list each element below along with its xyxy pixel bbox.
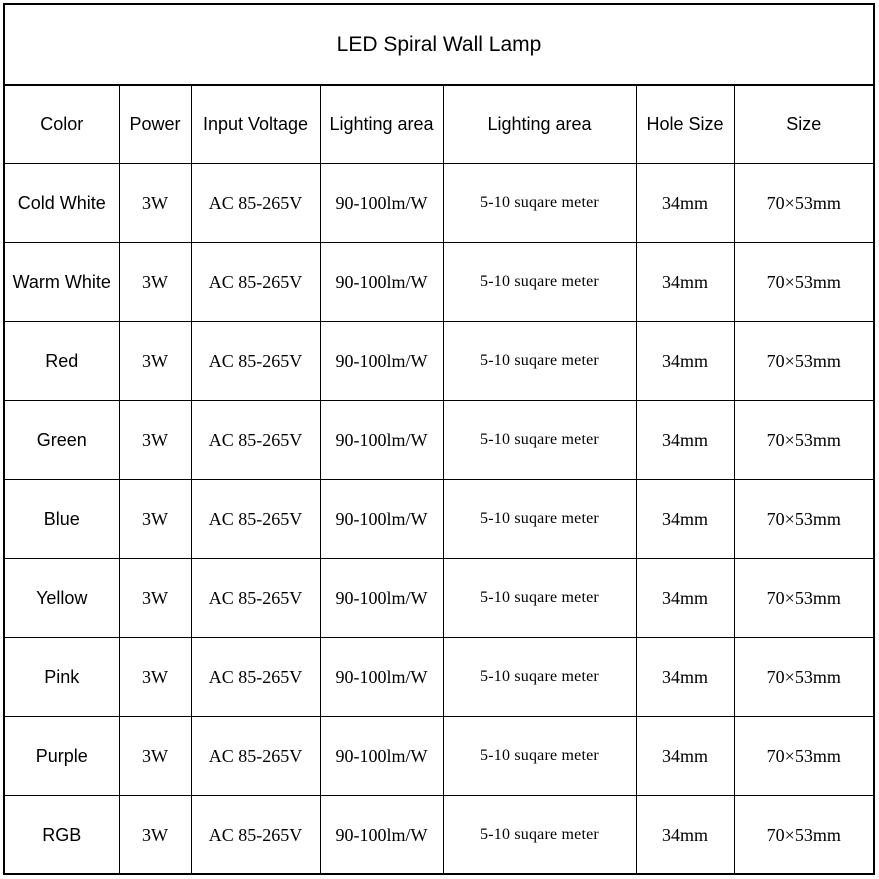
cell-color: Green: [5, 401, 119, 480]
cell-lighting-efficacy: 90-100lm/W: [320, 480, 443, 559]
cell-lighting-efficacy: 90-100lm/W: [320, 717, 443, 796]
cell-input-voltage: AC 85-265V: [191, 480, 320, 559]
cell-lighting-area: 5-10 suqare meter: [443, 796, 636, 875]
cell-power: 3W: [119, 243, 191, 322]
cell-lighting-area: 5-10 suqare meter: [443, 480, 636, 559]
spec-table-frame: [3, 3, 875, 875]
table-row: [5, 638, 873, 717]
cell-hole-size: 34mm: [636, 164, 734, 243]
table-row: [5, 559, 873, 638]
cell-input-voltage: AC 85-265V: [191, 717, 320, 796]
cell-color: Purple: [5, 717, 119, 796]
cell-input-voltage: AC 85-265V: [191, 401, 320, 480]
table-title: LED Spiral Wall Lamp: [5, 5, 873, 86]
cell-size: 70×53mm: [734, 243, 873, 322]
cell-lighting-efficacy: 90-100lm/W: [320, 559, 443, 638]
cell-power: 3W: [119, 164, 191, 243]
header-power: Power: [119, 86, 191, 164]
cell-input-voltage: AC 85-265V: [191, 243, 320, 322]
cell-lighting-efficacy: 90-100lm/W: [320, 164, 443, 243]
table-row: [5, 717, 873, 796]
cell-size: 70×53mm: [734, 164, 873, 243]
cell-input-voltage: AC 85-265V: [191, 164, 320, 243]
cell-size: 70×53mm: [734, 559, 873, 638]
cell-power: 3W: [119, 796, 191, 875]
cell-lighting-efficacy: 90-100lm/W: [320, 322, 443, 401]
header-input-voltage: Input Voltage: [191, 86, 320, 164]
cell-hole-size: 34mm: [636, 401, 734, 480]
cell-size: 70×53mm: [766, 824, 841, 845]
cell-color: RGB: [5, 796, 119, 875]
cell-lighting-area: 5-10 suqare meter: [443, 717, 636, 796]
cell-hole-size: 34mm: [636, 243, 734, 322]
cell-hole-size: 34mm: [636, 717, 734, 796]
cell-input-voltage: AC 85-265V: [191, 322, 320, 401]
cell-lighting-area: 5-10 suqare meter: [443, 243, 636, 322]
cell-lighting-efficacy: 90-100lm/W: [320, 796, 443, 875]
cell-lighting-area: 5-10 suqare meter: [443, 559, 636, 638]
cell-hole-size: 34mm: [636, 796, 734, 875]
cell-power: 3W: [119, 322, 191, 401]
cell-hole-size: 34mm: [636, 638, 734, 717]
cell-power: 3W: [119, 480, 191, 559]
header-size: Size: [734, 86, 873, 164]
table-row: [5, 401, 873, 480]
cell-power: 3W: [119, 638, 191, 717]
cell-size: 70×53mm: [734, 401, 873, 480]
table-row: [5, 164, 873, 243]
cell-lighting-efficacy: 90-100lm/W: [320, 401, 443, 480]
cell-lighting-area: 5-10 suqare meter: [443, 638, 636, 717]
cell-size: 70×53mm: [734, 322, 873, 401]
cell-power: 3W: [119, 559, 191, 638]
cell-hole-size: 34mm: [636, 559, 734, 638]
header-hole-size: Hole Size: [636, 86, 734, 164]
spec-table: [5, 86, 873, 874]
cell-color: Pink: [5, 638, 119, 717]
cell-color: Warm White: [5, 243, 119, 322]
cell-size: 70×53mm: [734, 638, 873, 717]
cell-color: Blue: [5, 480, 119, 559]
cell-hole-size: 34mm: [636, 480, 734, 559]
cell-hole-size: 34mm: [636, 322, 734, 401]
cell-size: 70×53mm: [734, 717, 873, 796]
cell-color: Cold White: [5, 164, 119, 243]
table-row: [5, 243, 873, 322]
cell-lighting-efficacy: 90-100lm/W: [320, 638, 443, 717]
cell-lighting-area: 5-10 suqare meter: [443, 164, 636, 243]
header-lighting-area: Lighting area: [443, 86, 636, 164]
table-row: [5, 322, 873, 401]
table-row: [5, 796, 873, 875]
cell-color: Yellow: [5, 559, 119, 638]
cell-input-voltage: AC 85-265V: [191, 796, 320, 875]
cell-power: 3W: [119, 717, 191, 796]
header-color: Color: [5, 86, 119, 164]
cell-lighting-area: 5-10 suqare meter: [443, 322, 636, 401]
cell-size: 70×53mm: [734, 480, 873, 559]
table-row: [5, 480, 873, 559]
cell-lighting-efficacy: 90-100lm/W: [320, 243, 443, 322]
header-lighting-efficacy: Lighting area: [320, 86, 443, 164]
header-row: [5, 86, 873, 164]
cell-color: Red: [5, 322, 119, 401]
cell-lighting-area: 5-10 suqare meter: [443, 401, 636, 480]
cell-power: 3W: [119, 401, 191, 480]
cell-input-voltage: AC 85-265V: [191, 559, 320, 638]
cell-input-voltage: AC 85-265V: [191, 638, 320, 717]
